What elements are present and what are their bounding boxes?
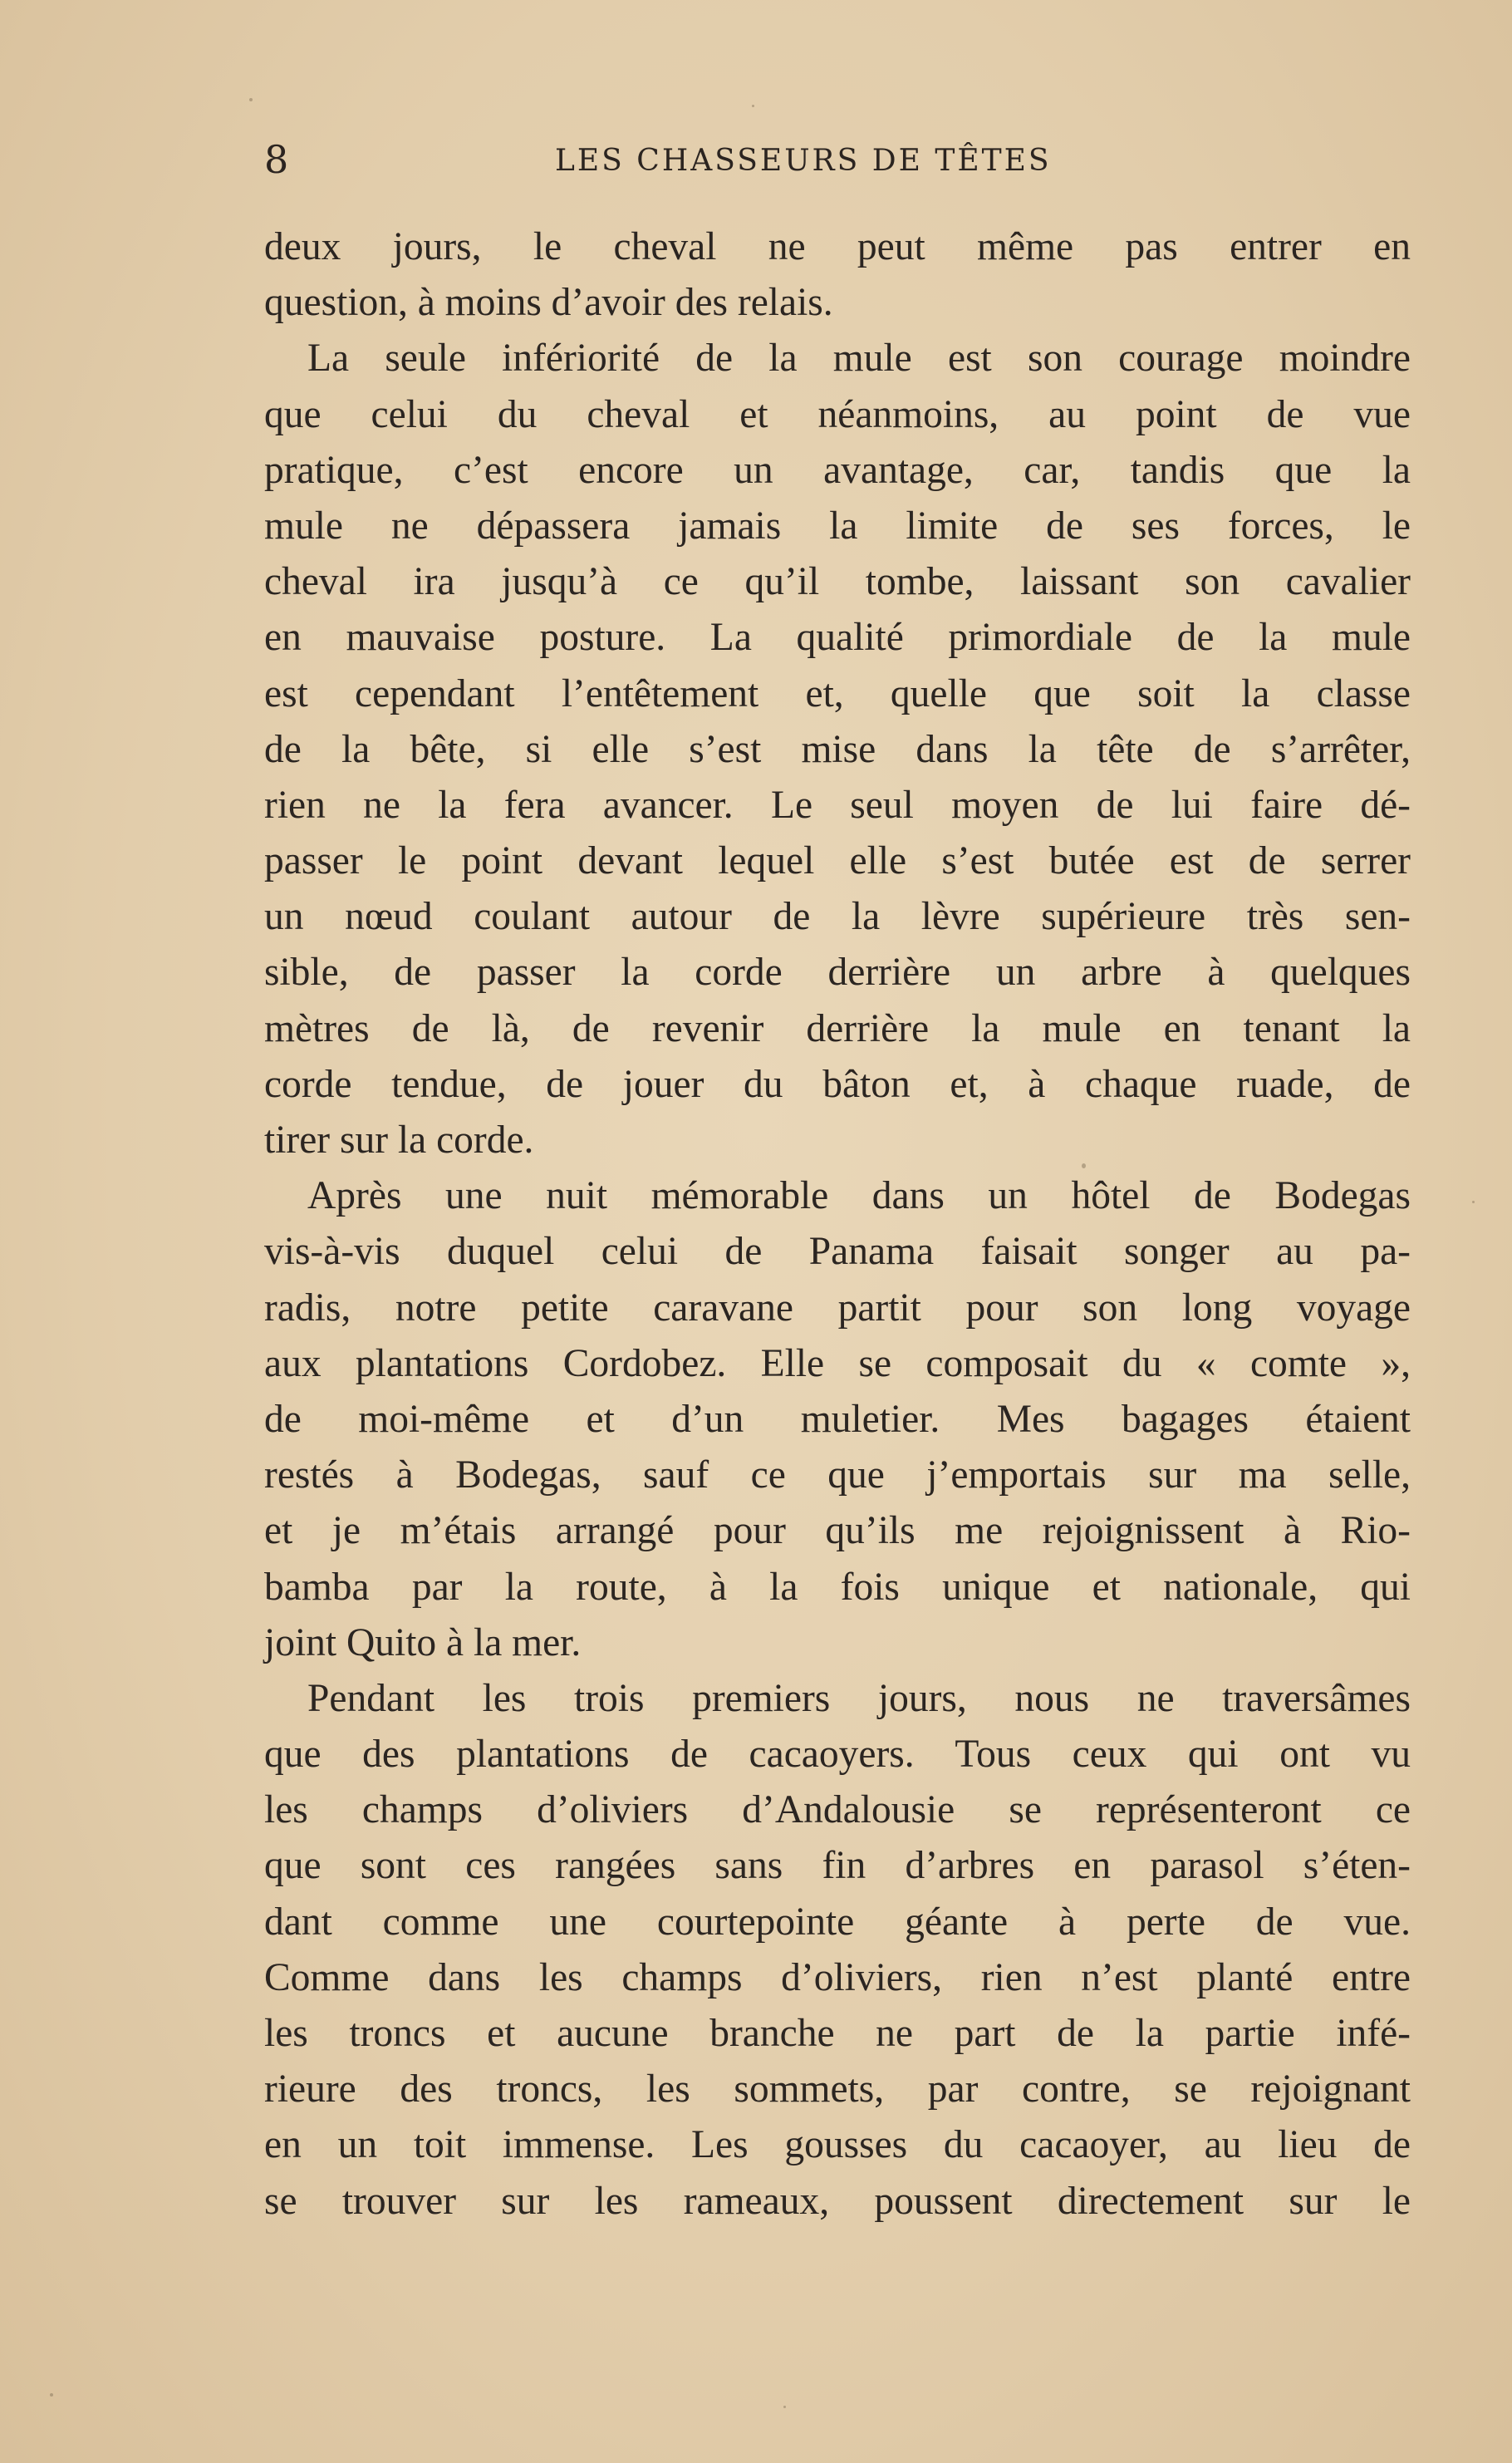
text-line: les troncs et aucune branche ne part de la partie infé- <box>264 2012 1411 2055</box>
text-line: que celui du cheval et néanmoins, au point de vue <box>264 392 1411 436</box>
text-line: cheval ira jusqu’à ce qu’il tombe, laissant son cavalier <box>264 560 1411 604</box>
text-line: de la bête, si elle s’est mise dans la tête de s’arrêter, <box>264 727 1411 771</box>
body-text <box>264 219 1411 2229</box>
text-line: aux plantations Cordobez. Elle se composait du « comte », <box>264 1341 1411 1385</box>
text-line: rieure des troncs, les sommets, par contre, se rejoignant <box>264 2067 1411 2111</box>
text-line: en mauvaise posture. La qualité primordiale de la mule <box>264 616 1411 660</box>
paper-speck <box>249 98 253 101</box>
text-line: mule ne dépassera jamais la limite de ses forces, le <box>264 504 1411 548</box>
text-line: rien ne la fera avancer. Le seul moyen de lui faire dé- <box>264 783 1411 827</box>
text-line: sible, de passer la corde derrière un arbre à quelques <box>264 951 1411 995</box>
text-line: un nœud coulant autour de la lèvre supérieure très sen- <box>264 895 1411 939</box>
text-line: et je m’étais arrangé pour qu’ils me rejoignissent à Rio- <box>264 1509 1411 1553</box>
text-line: corde tendue, de jouer du bâton et, à chaque ruade, de <box>264 1062 1411 1106</box>
text-line: mètres de là, de revenir derrière la mule en tenant la <box>264 1006 1411 1050</box>
text-line: Après une nuit mémorable dans un hôtel de Bodegas <box>307 1174 1411 1218</box>
text-line: La seule infériorité de la mule est son courage moindre <box>307 337 1411 381</box>
text-line: restés à Bodegas, sauf ce que j’emportais sur ma selle, <box>264 1453 1411 1497</box>
text-line: bamba par la route, à la fois unique et nationale, qui <box>264 1565 1411 1609</box>
text-line: est cependant l’entêtement et, quelle que soit la classe <box>264 671 1411 715</box>
text-line: passer le point devant lequel elle s’est butée est de serrer <box>264 839 1411 883</box>
text-line: Pendant les trois premiers jours, nous ne traversâmes <box>307 1676 1411 1720</box>
text-line: tirer sur la corde. <box>264 1118 534 1162</box>
text-line: les champs d’oliviers d’Andalousie se représenteront ce <box>264 1788 1411 1832</box>
text-line: Comme dans les champs d’oliviers, rien n’est planté entre <box>264 1955 1411 1999</box>
text-line: vis-à-vis duquel celui de Panama faisait songer au pa- <box>264 1230 1411 1274</box>
paper-speck <box>1472 1201 1475 1203</box>
text-line: dant comme une courtepointe géante à perte de vue. <box>264 1900 1411 1944</box>
paper-speck <box>783 2406 786 2408</box>
running-title: LES CHASSEURS DE TÊTES <box>555 144 1052 178</box>
text-line: en un toit immense. Les gousses du cacaoyer, au lieu de <box>264 2123 1411 2167</box>
text-line: de moi-même et d’un muletier. Mes bagages étaient <box>264 1397 1411 1441</box>
text-line: radis, notre petite caravane partit pour son long voyage <box>264 1286 1411 1330</box>
text-line: question, à moins d’avoir des relais. <box>264 281 833 325</box>
page-header <box>264 135 1411 184</box>
text-line: que sont ces rangées sans fin d’arbres en parasol s’éten- <box>264 1844 1411 1888</box>
page-number: 8 <box>264 137 289 182</box>
text-line: joint Quito à la mer. <box>264 1620 582 1664</box>
paper-speck <box>50 2393 53 2397</box>
paper-speck <box>752 105 754 107</box>
text-line: que des plantations de cacaoyers. Tous ceux qui ont vu <box>264 1733 1411 1777</box>
text-line: se trouver sur les rameaux, poussent directement sur le <box>264 2179 1411 2223</box>
text-line: deux jours, le cheval ne peut même pas entrer en <box>264 225 1411 268</box>
text-line: pratique, c’est encore un avantage, car, tandis que la <box>264 448 1411 492</box>
